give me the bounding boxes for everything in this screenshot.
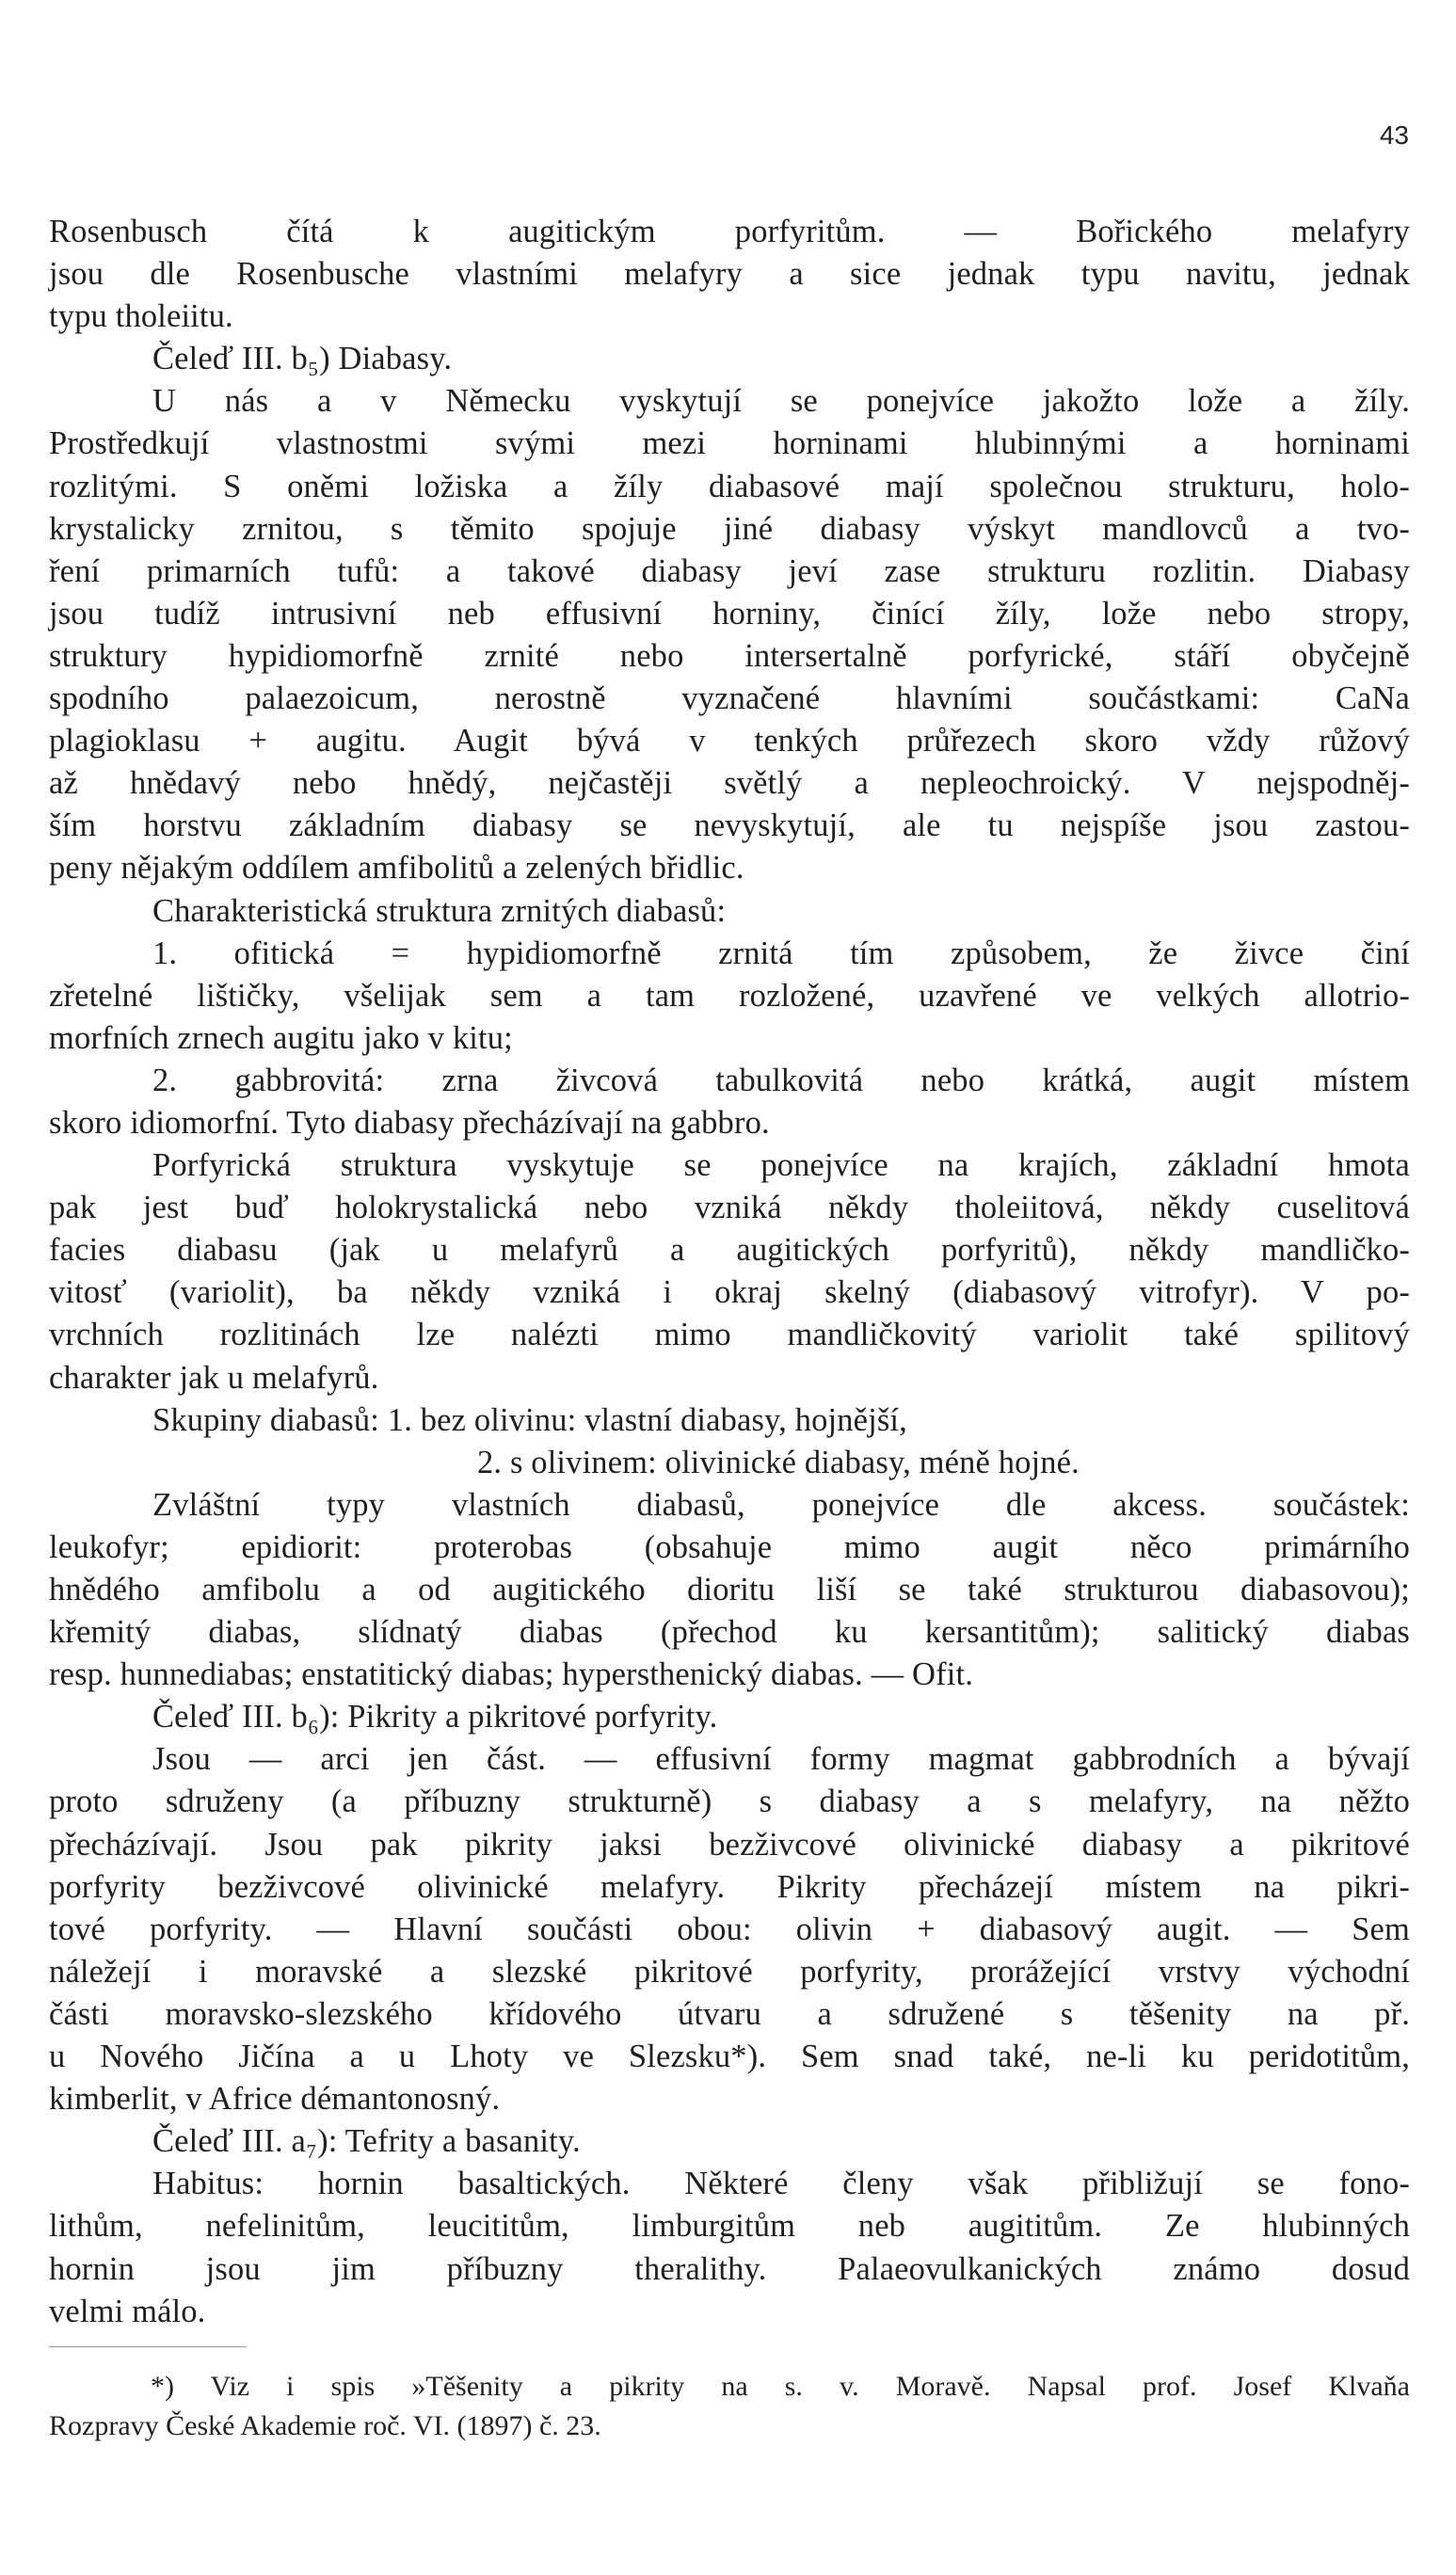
text-line: spodního palaezoicum, nerostně vyznačené hlavními součástkami: CaNa [49,680,1410,717]
text-line: Charakteristická struktura zrnitých diabasů: [152,892,727,929]
text-line: skoro idiomorfní. Tyto diabasy přecházívají na gabbro. [49,1104,770,1141]
text-line: jsou dle Rosenbusche vlastními melafyry a sice jednak typu navitu, jednak [49,256,1410,293]
text-line: kimberlit, v Africe démantonosný. [49,2081,501,2118]
text-line: jsou tudíž intrusivní neb effusivní horniny, činící žíly, lože nebo stropy, [49,595,1410,632]
text-line: Čeleď III. b₅) Diabasy. [152,341,453,377]
text-line: až hnědavý nebo hnědý, nejčastěji světlý a nepleochroický. V nejspodněj- [49,765,1410,802]
footnote-rule [49,2346,247,2347]
text-line: Porfyrická struktura vyskytuje se ponejvíce na krajích, základní hmota [152,1147,1410,1184]
text-line: hnědého amfibolu a od augitického dioritu liší se také strukturou diabasovou); [49,1572,1410,1607]
text-line: u Nového Jičína a u Lhoty ve Slezsku*). Sem snad také, ne-li ku peridotitům, [49,2039,1410,2075]
text-body [49,211,1410,2333]
text-line: rozlitými. S oněmi ložiska a žíly diabasové mají společnou strukturu, holo- [49,468,1410,504]
text-line: vitosť (variolit), ba někdy vzniká i okraj skelný (diabasový vitrofyr). V po- [49,1274,1410,1311]
text-line: ření primarních tufů: a takové diabasy jeví zase strukturu rozlitin. Diabasy [49,552,1410,589]
text-line: peny nějakým oddílem amfibolitů a zelených břidlic. [49,850,744,887]
page-number: 43 [1379,120,1409,150]
text-line: části moravsko-slezského křídového útvaru a sdružené s těšenity na př. [49,1995,1410,2032]
text-line: typu tholeiitu. [49,298,233,335]
footnote-line-1: *) Viz i spis »Těšenity a pikrity na s. v. Moravě. Napsal prof. Josef Klvaňa [151,2371,1410,2402]
text-line: plagioklasu + augitu. Augit bývá v tenkých průřezech skoro vždy růžový [49,723,1410,760]
text-line: Jsou — arci jen část. — effusivní formy magmat gabbrodních a bývají [152,1741,1410,1778]
text-line: struktury hypidiomorfně zrnité nebo intersertalně porfyrické, stáří obyčejně [49,637,1410,674]
footnote [49,2367,1410,2446]
text-line: přecházívají. Jsou pak pikrity jaksi bezživcové olivinické diabasy a pikritové [49,1826,1410,1863]
text-line: Rosenbusch čítá k augitickým porfyritům. — Bořického melafyry [49,214,1410,249]
text-line: hornin jsou jim příbuzny theralithy. Palaeovulkanických známo dosud [49,2250,1410,2287]
text-line: ším horstvu základním diabasy se nevyskytují, ale tu nejspíše jsou zastou- [49,808,1410,844]
text-line: křemitý diabas, slídnatý diabas (přechod ku kersantitům); salitický diabas [49,1614,1410,1651]
text-line: 2. s olivinem: olivinické diabasy, méně hojné. [477,1444,1080,1480]
text-line: náležejí i moravské a slezské pikritové porfyrity, prorážející vrstvy východní [49,1953,1410,1990]
text-line: resp. hunnediabas; enstatitický diabas; hypersthenický diabas. — Ofit. [49,1656,974,1693]
text-line: morfních zrnech augitu jako v kitu; [49,1019,513,1056]
text-line: facies diabasu (jak u melafyrů a augitických porfyritů), někdy mandličko- [49,1232,1410,1269]
text-line: charakter jak u melafyrů. [49,1359,379,1396]
footnote-line-2: Rozpravy České Akademie roč. VI. (1897) č. 23. [49,2410,601,2441]
text-line: krystalicky zrnitou, s těmito spojuje jiné diabasy výskyt mandlovců a tvo- [49,510,1410,547]
text-line: velmi málo. [49,2293,206,2329]
text-line: Čeleď III. b₆): Pikrity a pikritové porfyrity. [152,1699,718,1735]
text-line: 1. ofitická = hypidiomorfně zrnitá tím způsobem, že živce činí [152,935,1410,971]
text-line: pak jest buď holokrystalická nebo vzniká někdy tholeiitová, někdy cuselitová [49,1190,1410,1226]
text-line: leukofyr; epidiorit: proterobas (obsahuje mimo augit něco primárního [49,1528,1410,1565]
text-line: Zvláštní typy vlastních diabasů, ponejvíce dle akcess. součástek: [152,1486,1410,1523]
text-line: Čeleď III. a₇): Tefrity a basanity. [152,2123,581,2160]
text-line: Skupiny diabasů: 1. bez olivinu: vlastní diabasy, hojnější, [152,1401,907,1438]
text-line: proto sdruženy (a příbuzny strukturně) s diabasy a s melafyry, na něžto [49,1783,1410,1820]
text-line: zřetelné lištičky, všelijak sem a tam rozložené, uzavřené ve velkých allotrio- [49,977,1410,1014]
text-line: Prostředkují vlastnostmi svými mezi horninami hlubinnými a horninami [49,425,1410,462]
text-line: vrchních rozlitinách lze nalézti mimo mandličkovitý variolit také spilitový [49,1317,1410,1353]
text-line: porfyrity bezživcové olivinické melafyry. Pikrity přecházejí místem na pikri- [49,1868,1410,1905]
text-line: 2. gabbrovitá: zrna živcová tabulkovitá nebo krátká, augit místem [152,1062,1410,1098]
text-line: Habitus: hornin basaltických. Některé členy však přibližují se fono- [152,2166,1410,2202]
text-line: lithům, nefelinitům, leucititům, limburgitům neb augititům. Ze hlubinných [49,2208,1410,2245]
text-line: U nás a v Německu vyskytují se ponejvíce jakožto lože a žíly. [152,383,1410,420]
text-line: tové porfyrity. — Hlavní součásti obou: olivin + diabasový augit. — Sem [49,1911,1410,1947]
